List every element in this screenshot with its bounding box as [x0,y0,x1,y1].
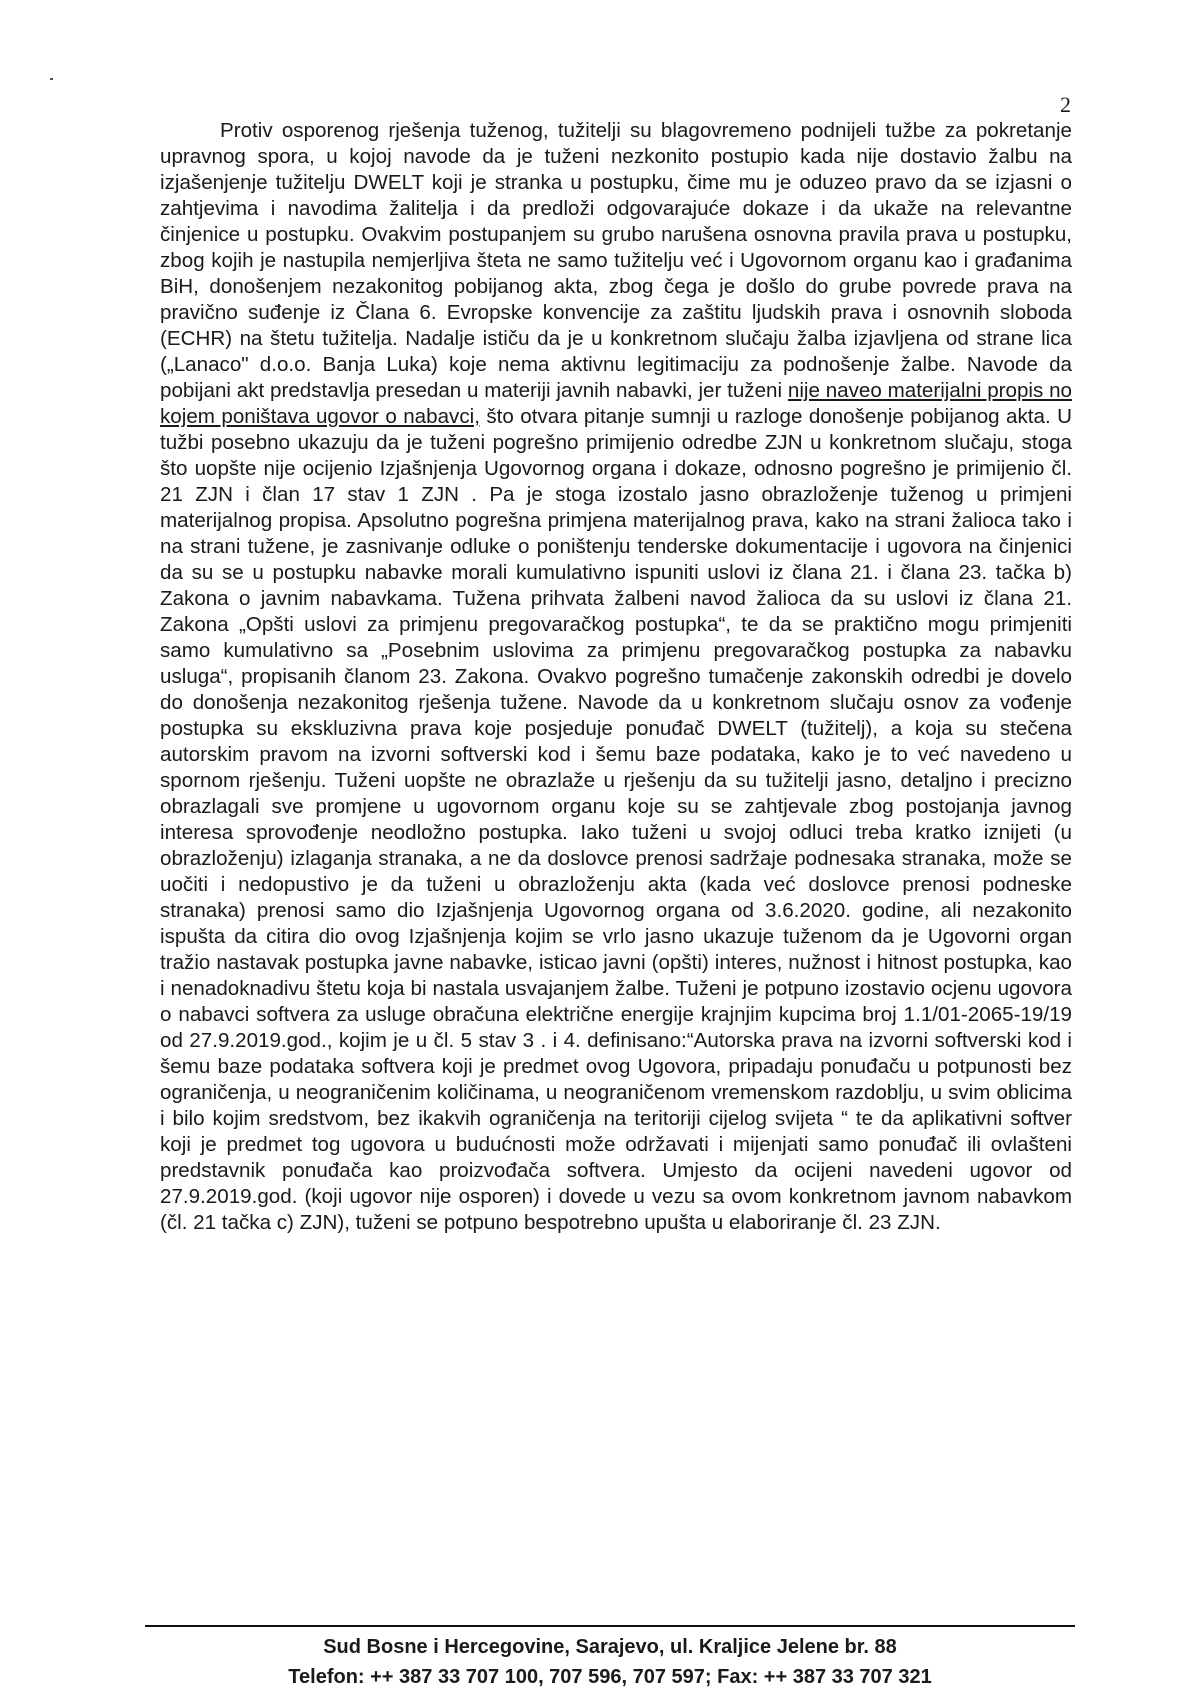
page-number: 2 [1060,92,1071,117]
footer-divider [145,1625,1075,1627]
body-text-part-1: Protiv osporenog rješenja tuženog, tužitelji su blagovremeno podnijeli tužbe za pokretanje upravnog spora, u kojoj navode da je tuženi nezkonito postupio kada nije dostavio žalbu na izjašenjenje tužitelju DWELT koji je stranka u postupku, čime mu je oduzeo pravo da se izjasni o zahtjevima i navodima žalitelja i da predloži odgovarajuće dokaze i da ukaže na relevantne činjenice u postupku. Ovakvim postupanjem su grubo narušena osnovna pravila prava u postupku, zbog kojih je nastupila nemjerljiva šteta ne samo tužitelju već i Ugovornom organu kao i građanima BiH, donošenjem nezakonitog pobijanog akta, zbog čega je došlo do grube povrede prava na pravično suđenje iz Člana 6. Evropske konvencije za zaštitu ljudskih prava i osnovnih sloboda (ECHR) na štetu tužitelja. Nadalje ističu da je u konkretnom slučaju žalba izjavljena od strane lica („Lanaco" d.o.o. Banja Luka) koje nema aktivnu legitimaciju za podnošenje žalbe. Navode da pobijani akt predstavlja presedan u materiji javnih nabavki, jer tuženi [160,119,1072,402]
footer-contact: Telefon: ++ 387 33 707 100, 707 596, 707 597; Fax: ++ 387 33 707 321 [288,1666,932,1688]
scan-speck [50,78,53,80]
underlined-phrase: nije naveo materijalni propis no kojem poništava ugovor o nabavci, [160,379,1072,428]
footer [145,1632,1075,1692]
body-text-part-2: što otvara pitanje sumnji u razloge donošenje pobijanog akta. U tužbi posebno ukazuju da je tuženi pogrešno primijenio odredbe ZJN u konkretnom slučaju, stoga što uopšte nije ocijenio Izjašnjenja Ugovornog organa i dokaze, odnosno pogrešno je primijenio čl. 21 ZJN i član 17 stav 1 ZJN . Pa je stoga izostalo jasno obrazloženje tuženog u primjeni materijalnog propisa. Apsolutno pogrešna primjena materijalnog prava, kako na strani žalioca tako i na strani tužene, je zasnivanje odluke o poništenju tenderske dokumentacije i ugovora na činjenici da su se u postupku nabavke morali kumulativno ispuniti uslovi iz člana 21. i člana 23. tačka b) Zakona o javnim nabavkama. Tužena prihvata žalbeni navod žalioca da su uslovi iz člana 21. Zakona „Opšti uslovi za primjenu pregovaračkog postupka“, te da se praktično mogu primjeniti samo kumulativno sa „Posebnim uslovima za primjenu pregovaračkog postupka za nabavku usluga“, propisanih članom 23. Zakona. Ovakvo pogrešno tumačenje zakonskih odredbi je dovelo do donošenja nezakonitog rješenja tužene. Navode da u konkretnom slučaju osnov za vođenje postupka su ekskluzivna prava koje posjeduje ponuđač DWELT (tužitelj), a koja su stečena autorskim pravom na izvorni softverski kod i šemu baze podataka, kako je to već navedeno u spornom rješenju. Tuženi uopšte ne obrazlaže u rješenju da su tužitelji jasno, detaljno i precizno obrazlagali sve promjene u ugovornom organu koje su se zahtjevale zbog postojanja javnog interesa sprovođenje neodložno postupka. Iako tuženi u svojoj odluci treba kratko iznijeti (u obrazloženju) izlaganja stranaka, a ne da doslovce prenosi sadržaje podnesaka stranaka, može se uočiti i nedopustivo je da tuženi u obrazloženju akta (kada već doslovce prenosi podneske stranaka) prenosi samo dio Izjašnjenja Ugovornog organa od 3.6.2020. godine, ali nezakonito ispušta da citira dio ovog Izjašnjenja kojim se vrlo jasno ukazuje tuženom da je Ugovorni organ tražio nastavak postupka javne nabavke, isticao javni (opšti) interes, nužnost i hitnost postupka, kao i nenadoknadivu štetu koja bi nastala usvajanjem žalbe. Tuženi je potpuno izostavio ocjenu ugovora o nabavci softvera za usluge obračuna električne energije krajnjim kupcima broj 1.1/01-2065-19/19 od 27.9.2019.god., kojim je u čl. 5 stav 3 . i 4. definisano:“Autorska prava na izvorni softverski kod i šemu baze podataka softvera koji je predmet ovog Ugovora, pripadaju ponuđaču u potpunosti bez ograničenja, u neograničenim količinama, u neograničenom vremenskom razdoblju, u svim oblicima i bilo kojim sredstvom, bez ikakvih ograničenja na teritoriji cijelog svijeta “ te da aplikativni softver koji je predmet tog ugovora u budućnosti može održavati i mijenjati samo ponuđač ili ovlašteni predstavnik ponuđača kao proizvođača softvera. Umjesto da ocijeni navedeni ugovor od 27.9.2019.god. (koji ugovor nije osporen) i dovede u vezu sa ovom konkretnom javnom nabavkom (čl. 21 tačka c) ZJN), tuženi se potpuno bespotrebno upušta u elaboriranje čl. 23 ZJN. [160,405,1072,1234]
footer-address: Sud Bosne i Hercegovine, Sarajevo, ul. Kraljice Jelene br. 88 [323,1636,897,1658]
body-paragraph [160,118,1072,1236]
